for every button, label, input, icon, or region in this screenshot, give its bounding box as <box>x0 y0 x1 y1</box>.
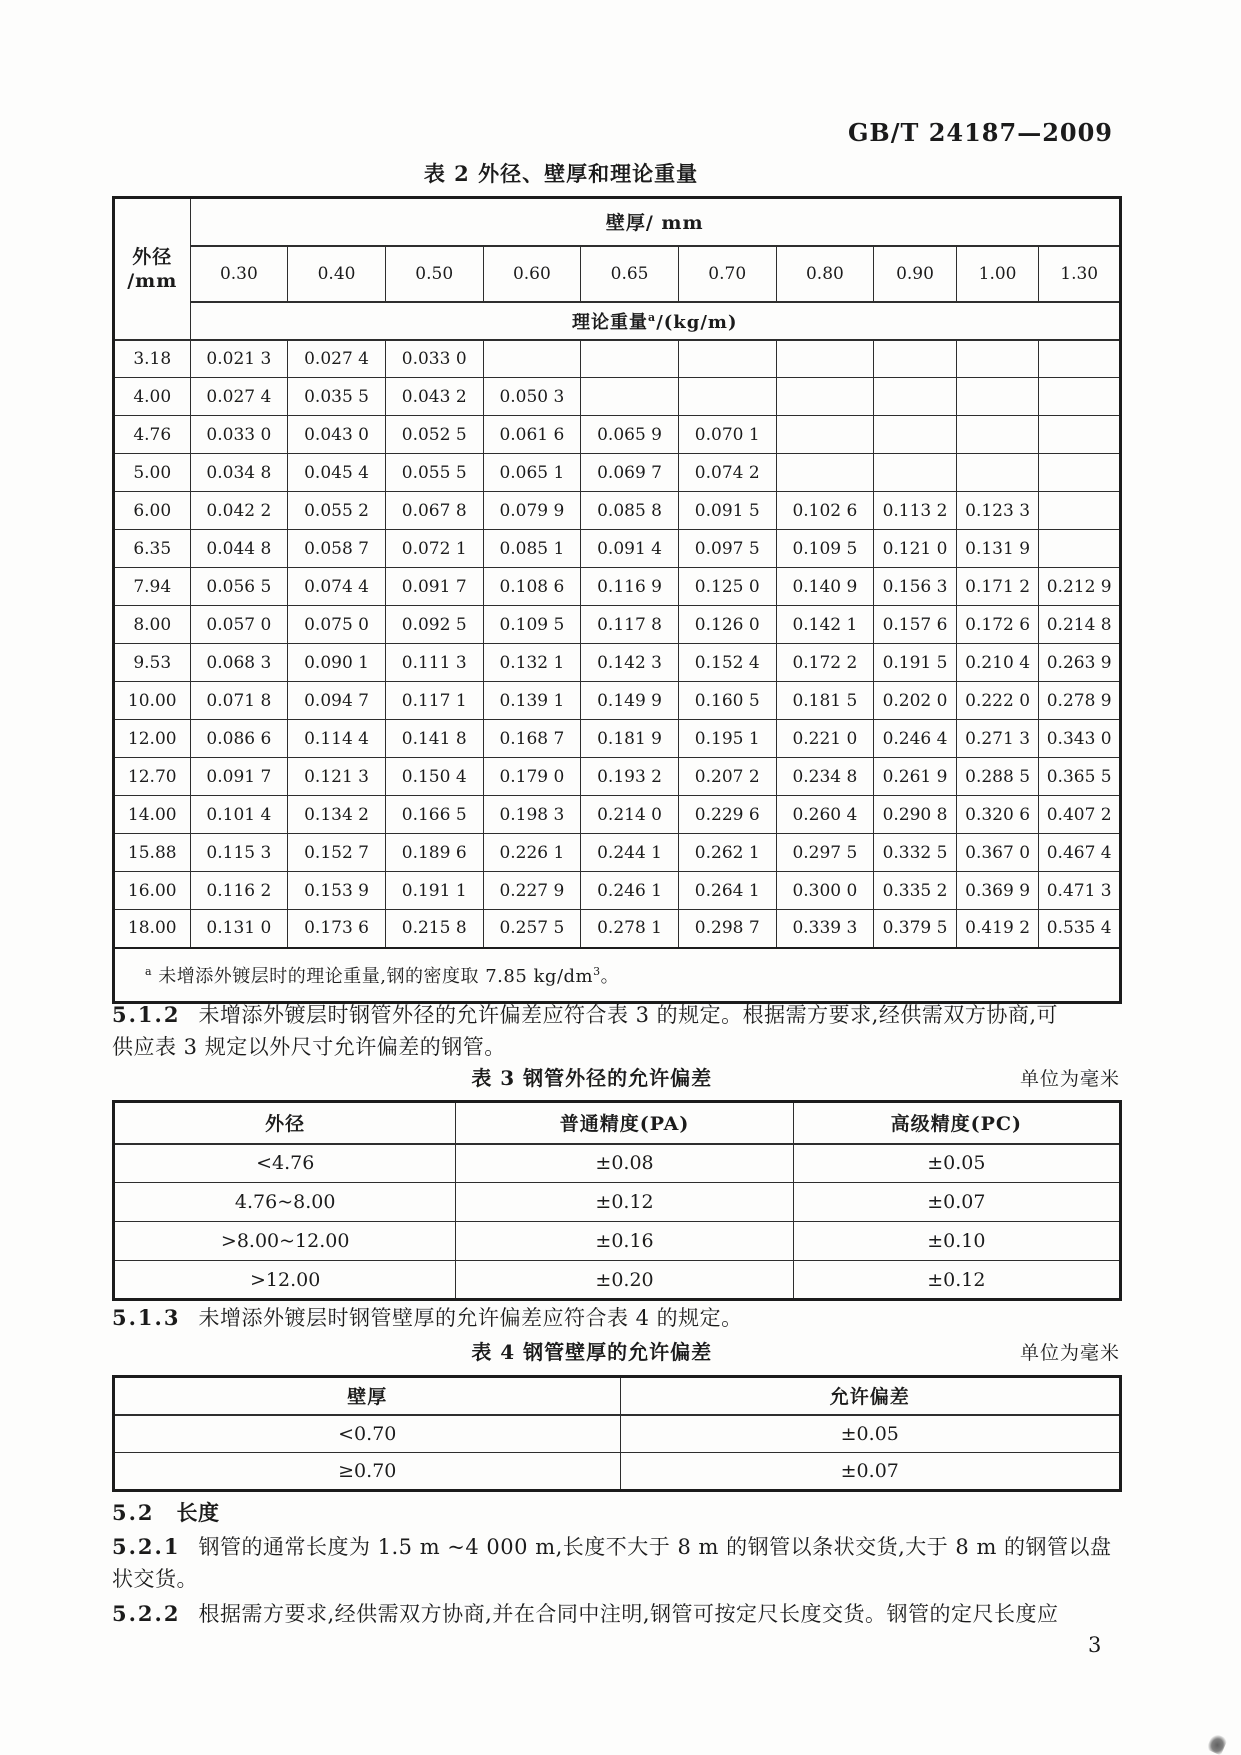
table-cell: 0.052 5 <box>385 416 483 454</box>
table-cell: 0.189 6 <box>385 834 483 872</box>
table-cell: 4.00 <box>114 378 191 416</box>
table-cell: 0.071 8 <box>190 682 288 720</box>
table-cell: 0.034 8 <box>190 454 288 492</box>
column-header-cell: 外径 <box>114 1102 456 1144</box>
table-row <box>114 796 1121 834</box>
column-header-cell: 0.30 <box>190 246 288 302</box>
table-cell: 0.227 9 <box>483 872 581 910</box>
section-number: 5.2.2 <box>112 1601 181 1626</box>
table-cell: 0.108 6 <box>483 568 581 606</box>
page-number: 3 <box>1088 1633 1102 1657</box>
table-cell: 12.70 <box>114 758 191 796</box>
table-cell: ±0.16 <box>456 1222 793 1261</box>
table-cell: ±0.10 <box>793 1222 1120 1261</box>
column-header-cell: 0.65 <box>581 246 679 302</box>
table2-thickness-values-row <box>114 246 1121 302</box>
table-cell: 0.332 5 <box>874 834 957 872</box>
table-cell: 0.065 9 <box>581 416 679 454</box>
table-cell: 0.172 2 <box>776 644 874 682</box>
table2 <box>112 196 1122 1004</box>
table-cell: 0.365 5 <box>1039 758 1121 796</box>
table4-unit-note: 单位为毫米 <box>1019 1342 1120 1364</box>
table-cell: 0.069 7 <box>581 454 679 492</box>
table-cell <box>956 454 1039 492</box>
table-cell: 0.288 5 <box>956 758 1039 796</box>
table-cell: <4.76 <box>114 1144 456 1183</box>
table-cell: 0.166 5 <box>385 796 483 834</box>
table-cell: 0.257 5 <box>483 910 581 948</box>
column-header-cell: 高级精度(PC) <box>793 1102 1120 1144</box>
table-cell <box>1039 416 1121 454</box>
table-cell: 0.207 2 <box>678 758 776 796</box>
table-cell: 0.202 0 <box>874 682 957 720</box>
table-cell: 0.033 0 <box>385 340 483 378</box>
table-cell: 0.339 3 <box>776 910 874 948</box>
section-number: 5.1.3 <box>112 1305 181 1330</box>
table-cell <box>874 416 957 454</box>
table-cell: 0.214 8 <box>1039 606 1121 644</box>
column-header-cell: 0.70 <box>678 246 776 302</box>
table-cell: 0.079 9 <box>483 492 581 530</box>
column-header-cell: 1.30 <box>1039 246 1121 302</box>
table-cell: 18.00 <box>114 910 191 948</box>
table2-footnote: $^a$ 未增添外镀层时的理论重量,钢的密度取 7.85 $kg/dm^3$。 <box>114 948 1121 1003</box>
table-cell: <0.70 <box>114 1415 621 1453</box>
table-cell: 0.179 0 <box>483 758 581 796</box>
table-cell: 0.156 3 <box>874 568 957 606</box>
table-cell: 6.35 <box>114 530 191 568</box>
table-row <box>114 720 1121 758</box>
table-cell <box>581 378 679 416</box>
table-cell: 0.369 9 <box>956 872 1039 910</box>
table-cell: 9.53 <box>114 644 191 682</box>
table-cell: 0.055 2 <box>288 492 386 530</box>
table-cell: 0.297 5 <box>776 834 874 872</box>
table-cell: 0.168 7 <box>483 720 581 758</box>
table-cell: 0.072 1 <box>385 530 483 568</box>
table-cell: 0.131 9 <box>956 530 1039 568</box>
table-cell: 0.075 0 <box>288 606 386 644</box>
table-cell: 0.115 3 <box>190 834 288 872</box>
table-cell: 0.244 1 <box>581 834 679 872</box>
table-row <box>114 340 1121 378</box>
table3-title: 表 3 钢管外径的允许偏差 <box>471 1066 713 1090</box>
table-row <box>114 682 1121 720</box>
table4-caption <box>112 1336 1122 1368</box>
table-cell: 0.419 2 <box>956 910 1039 948</box>
table-cell: 0.055 5 <box>385 454 483 492</box>
table-cell: 0.215 8 <box>385 910 483 948</box>
table-cell: 0.271 3 <box>956 720 1039 758</box>
table-cell: 0.142 3 <box>581 644 679 682</box>
table-cell: 0.111 3 <box>385 644 483 682</box>
table-cell: ±0.08 <box>456 1144 793 1183</box>
section-5-1-2: 5.1.2 未增添外镀层时钢管外径的允许偏差应符合表 3 的规定。根据需方要求,经供需双方协商,可 供应表 3 规定以外尺寸允许偏差的钢管。 <box>112 1002 1059 1059</box>
table-cell: 0.140 9 <box>776 568 874 606</box>
table-cell: 0.116 2 <box>190 872 288 910</box>
table-cell: 0.109 5 <box>483 606 581 644</box>
table-cell: 0.027 4 <box>288 340 386 378</box>
table-cell: 14.00 <box>114 796 191 834</box>
column-header-cell: 0.60 <box>483 246 581 302</box>
table-cell: 3.18 <box>114 340 191 378</box>
section-number: 5.2 <box>112 1500 155 1525</box>
table-cell: 5.00 <box>114 454 191 492</box>
table-cell: ±0.07 <box>793 1183 1120 1222</box>
table-row <box>114 1453 1121 1491</box>
table-cell: 0.085 8 <box>581 492 679 530</box>
table-cell <box>874 378 957 416</box>
table-row <box>114 416 1121 454</box>
standard-code: GB/T 24187—2009 <box>847 118 1113 147</box>
table3 <box>112 1100 1122 1301</box>
table-cell: 0.214 0 <box>581 796 679 834</box>
table-cell: 0.091 7 <box>190 758 288 796</box>
table-cell: 0.125 0 <box>678 568 776 606</box>
table-cell: 0.193 2 <box>581 758 679 796</box>
table-cell: 0.044 8 <box>190 530 288 568</box>
section-number: 5.1.2 <box>112 1002 181 1027</box>
table-cell: 0.153 9 <box>288 872 386 910</box>
table-cell: ±0.05 <box>620 1415 1120 1453</box>
table-cell: 0.141 8 <box>385 720 483 758</box>
table-cell: 0.058 7 <box>288 530 386 568</box>
table-row <box>114 492 1121 530</box>
table-cell: 0.061 6 <box>483 416 581 454</box>
column-header-cell: 0.40 <box>288 246 386 302</box>
scan-artifact <box>1206 1733 1228 1755</box>
table-row <box>114 1144 1121 1183</box>
table-cell: 0.085 1 <box>483 530 581 568</box>
table-cell: 0.300 0 <box>776 872 874 910</box>
table-cell: 0.074 4 <box>288 568 386 606</box>
column-header-cell: 普通精度(PA) <box>456 1102 793 1144</box>
table2-wall-thickness-header: 壁厚/ mm <box>190 198 1120 246</box>
table-cell: 0.042 2 <box>190 492 288 530</box>
table-cell: 0.195 1 <box>678 720 776 758</box>
table-cell: 0.065 1 <box>483 454 581 492</box>
table-cell: 4.76~8.00 <box>114 1183 456 1222</box>
table-row <box>114 1222 1121 1261</box>
table-cell: 0.535 4 <box>1039 910 1121 948</box>
table-row <box>114 1261 1121 1300</box>
table-cell: 0.074 2 <box>678 454 776 492</box>
section-5-1-3: 5.1.3 未增添外镀层时钢管壁厚的允许偏差应符合表 4 的规定。 <box>112 1305 743 1330</box>
table-cell: 0.027 4 <box>190 378 288 416</box>
table-row <box>114 378 1121 416</box>
table-row <box>114 1183 1121 1222</box>
table-row <box>114 834 1121 872</box>
column-header-cell: 允许偏差 <box>620 1377 1120 1415</box>
table-cell: 0.160 5 <box>678 682 776 720</box>
table-cell: 0.101 4 <box>190 796 288 834</box>
table-cell: 0.043 0 <box>288 416 386 454</box>
table-cell: 0.109 5 <box>776 530 874 568</box>
table-cell: 16.00 <box>114 872 191 910</box>
table-cell: >12.00 <box>114 1261 456 1300</box>
table-cell: 0.142 1 <box>776 606 874 644</box>
table-cell: 0.132 1 <box>483 644 581 682</box>
column-header-cell: 0.50 <box>385 246 483 302</box>
table-cell <box>776 454 874 492</box>
table-cell: 0.367 0 <box>956 834 1039 872</box>
table-cell: 0.210 4 <box>956 644 1039 682</box>
table-cell <box>483 340 581 378</box>
table-row <box>114 1415 1121 1453</box>
table-cell: 0.234 8 <box>776 758 874 796</box>
table-cell: 0.094 7 <box>288 682 386 720</box>
table-cell: 0.264 1 <box>678 872 776 910</box>
table-cell: ±0.12 <box>793 1261 1120 1300</box>
section-5-2-1: 5.2.1 钢管的通常长度为 1.5 m ~4 000 m,长度不大于 8 m 的钢管以条状交货,大于 8 m 的钢管以盘 状交货。 <box>112 1534 1112 1591</box>
table-cell: 0.335 2 <box>874 872 957 910</box>
section-5-2-2: 5.2.2 根据需方要求,经供需双方协商,并在合同中注明,钢管可按定尺长度交货。钢管的定尺长度应 <box>112 1601 1059 1626</box>
table-cell: 0.191 1 <box>385 872 483 910</box>
table-cell: 0.278 1 <box>581 910 679 948</box>
table-cell <box>956 378 1039 416</box>
table-cell: ≥0.70 <box>114 1453 621 1491</box>
table3-unit-note: 单位为毫米 <box>1019 1068 1120 1090</box>
table-row <box>114 872 1121 910</box>
table-cell: 0.057 0 <box>190 606 288 644</box>
table-cell: 0.033 0 <box>190 416 288 454</box>
table-cell: 0.246 4 <box>874 720 957 758</box>
table-cell: 0.117 8 <box>581 606 679 644</box>
table-cell <box>1039 454 1121 492</box>
table-cell: 0.471 3 <box>1039 872 1121 910</box>
table-cell <box>581 340 679 378</box>
table-cell: 0.261 9 <box>874 758 957 796</box>
table-cell <box>678 378 776 416</box>
table2-subheader-row <box>114 302 1121 340</box>
table-cell: 0.021 3 <box>190 340 288 378</box>
table-cell: 0.043 2 <box>385 378 483 416</box>
table-cell: 0.226 1 <box>483 834 581 872</box>
table-cell <box>776 416 874 454</box>
table2-title: 表 2 外径、壁厚和理论重量 <box>423 161 699 186</box>
table-cell: 0.056 5 <box>190 568 288 606</box>
table-cell: 12.00 <box>114 720 191 758</box>
table-cell: 0.067 8 <box>385 492 483 530</box>
table-cell: 0.116 9 <box>581 568 679 606</box>
table-cell: 0.131 0 <box>190 910 288 948</box>
table4-title: 表 4 钢管壁厚的允许偏差 <box>471 1340 713 1364</box>
table-cell: 0.343 0 <box>1039 720 1121 758</box>
table3-header-row <box>114 1102 1121 1144</box>
table-row <box>114 606 1121 644</box>
table-cell: 0.171 2 <box>956 568 1039 606</box>
table-cell: 0.467 4 <box>1039 834 1121 872</box>
table-cell: 0.090 1 <box>288 644 386 682</box>
table-cell: ±0.05 <box>793 1144 1120 1183</box>
table-cell: 0.379 5 <box>874 910 957 948</box>
table-cell: 8.00 <box>114 606 191 644</box>
table-cell: 10.00 <box>114 682 191 720</box>
table-cell <box>956 416 1039 454</box>
table-cell: ±0.07 <box>620 1453 1120 1491</box>
table-cell: ±0.20 <box>456 1261 793 1300</box>
table-cell: 0.278 9 <box>1039 682 1121 720</box>
table-cell: 0.091 4 <box>581 530 679 568</box>
table-cell: 0.222 0 <box>956 682 1039 720</box>
table-cell: 0.035 5 <box>288 378 386 416</box>
table2-body <box>114 340 1121 948</box>
table-cell: 0.173 6 <box>288 910 386 948</box>
table4-body <box>114 1415 1121 1491</box>
table-cell: 0.263 9 <box>1039 644 1121 682</box>
footnote-marker: a <box>145 964 153 978</box>
table-cell <box>874 454 957 492</box>
column-header-cell: 0.80 <box>776 246 874 302</box>
table-cell: 0.068 3 <box>190 644 288 682</box>
table-cell <box>1039 530 1121 568</box>
table-cell: 6.00 <box>114 492 191 530</box>
table-cell: 4.76 <box>114 416 191 454</box>
table-cell: 0.114 4 <box>288 720 386 758</box>
table-cell: 0.198 3 <box>483 796 581 834</box>
section-5-2-heading: 5.2 长度 <box>112 1500 220 1525</box>
table-cell: 0.221 0 <box>776 720 874 758</box>
column-header-cell: 1.00 <box>956 246 1039 302</box>
table-cell: 7.94 <box>114 568 191 606</box>
table-cell: 0.070 1 <box>678 416 776 454</box>
table-cell <box>1039 340 1121 378</box>
table-cell: 0.097 5 <box>678 530 776 568</box>
table-cell <box>1039 492 1121 530</box>
table2-corner-header: 外径 /mm <box>114 198 191 340</box>
table-cell <box>776 340 874 378</box>
table-cell: 0.407 2 <box>1039 796 1121 834</box>
table-cell: 0.050 3 <box>483 378 581 416</box>
table-cell: 0.086 6 <box>190 720 288 758</box>
table-cell: >8.00~12.00 <box>114 1222 456 1261</box>
table-cell: 0.150 4 <box>385 758 483 796</box>
table-cell: 0.290 8 <box>874 796 957 834</box>
table-cell: 0.091 5 <box>678 492 776 530</box>
table-row <box>114 568 1121 606</box>
table-cell: 0.260 4 <box>776 796 874 834</box>
table-cell: 0.191 5 <box>874 644 957 682</box>
table-row <box>114 530 1121 568</box>
table-cell: 0.092 5 <box>385 606 483 644</box>
table-cell: 0.152 7 <box>288 834 386 872</box>
table-cell <box>1039 378 1121 416</box>
table-cell: 0.298 7 <box>678 910 776 948</box>
table-row <box>114 910 1121 948</box>
table4-header-row <box>114 1377 1121 1415</box>
table-cell <box>874 340 957 378</box>
table-row <box>114 644 1121 682</box>
table-cell: 0.121 3 <box>288 758 386 796</box>
table3-caption <box>112 1062 1122 1094</box>
table-cell: 0.320 6 <box>956 796 1039 834</box>
table-row <box>114 758 1121 796</box>
table-cell: 0.121 0 <box>874 530 957 568</box>
table-cell: 0.123 3 <box>956 492 1039 530</box>
table3-body <box>114 1144 1121 1300</box>
table-cell: 0.149 9 <box>581 682 679 720</box>
table-cell: 15.88 <box>114 834 191 872</box>
table2-theoretical-weight-header: 理论重量$^a$/(kg/m) <box>190 302 1120 340</box>
table-cell: 0.152 4 <box>678 644 776 682</box>
table-cell: 0.181 5 <box>776 682 874 720</box>
table-cell: 0.126 0 <box>678 606 776 644</box>
table-cell <box>776 378 874 416</box>
table-cell: 0.113 2 <box>874 492 957 530</box>
footnote-marker: a <box>648 310 657 324</box>
column-header-cell: 0.90 <box>874 246 957 302</box>
table2-header-row <box>114 198 1121 246</box>
table-cell: 0.262 1 <box>678 834 776 872</box>
table4 <box>112 1375 1122 1492</box>
table-cell: 0.117 1 <box>385 682 483 720</box>
table-cell <box>956 340 1039 378</box>
table2-footnote-row <box>114 948 1121 1003</box>
table-cell: 0.229 6 <box>678 796 776 834</box>
table-cell: 0.102 6 <box>776 492 874 530</box>
table-cell: 0.045 4 <box>288 454 386 492</box>
table-cell: 0.246 1 <box>581 872 679 910</box>
table-row <box>114 454 1121 492</box>
table-cell: ±0.12 <box>456 1183 793 1222</box>
table-cell: 0.139 1 <box>483 682 581 720</box>
table-cell: 0.172 6 <box>956 606 1039 644</box>
table-cell: 0.134 2 <box>288 796 386 834</box>
column-header-cell: 壁厚 <box>114 1377 621 1415</box>
table-cell: 0.157 6 <box>874 606 957 644</box>
table-cell: 0.091 7 <box>385 568 483 606</box>
table-cell <box>678 340 776 378</box>
section-number: 5.2.1 <box>112 1534 181 1559</box>
table-cell: 0.212 9 <box>1039 568 1121 606</box>
table-cell: 0.181 9 <box>581 720 679 758</box>
